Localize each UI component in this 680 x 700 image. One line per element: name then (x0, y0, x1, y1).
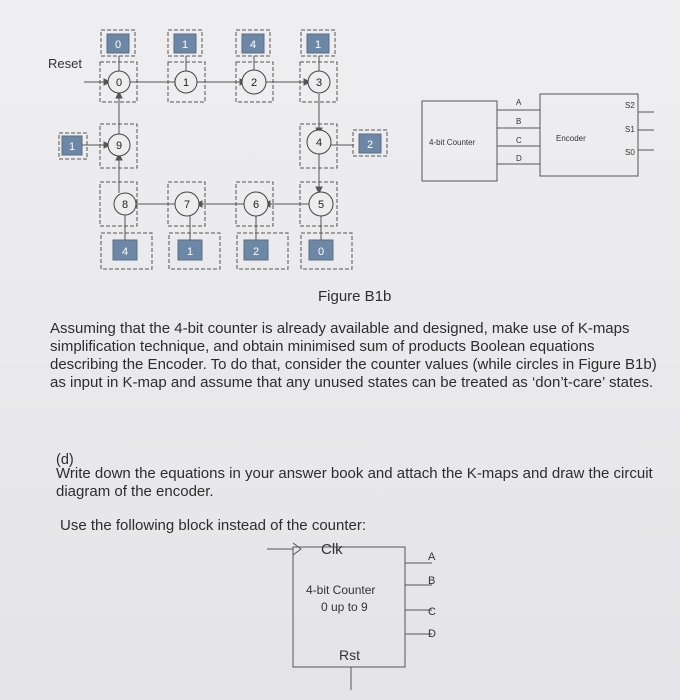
state-value: 9 (115, 140, 123, 152)
input-value: 0 (114, 39, 122, 51)
state-value: 6 (252, 199, 260, 211)
question-paragraph: Assuming that the 4-bit counter is already available and designed, make use of K-maps simplification technique, and obtain minimised sum of products Boolean equations describing the Encoder. To do that, consider the counter values (while circles in Figure B1b) as input in K-map and assume that any unused states can be treated as ‘don’t-care’ states. (50, 320, 657, 391)
input-value: 1 (186, 246, 194, 258)
input-value: 4 (249, 39, 257, 51)
question-text: Write down the equations in your answer book and attach the K-maps and draw the circuit diagram of the encoder. (56, 465, 653, 500)
state-value: 4 (315, 137, 323, 149)
state-value: 2 (250, 77, 258, 89)
encoder-output-s1: S1 (625, 125, 635, 134)
input-value: 4 (121, 246, 129, 258)
counter-title-line1: 4-bit Counter (306, 583, 376, 597)
state-value: 8 (121, 199, 129, 211)
input-value: 1 (68, 141, 76, 153)
state-value: 0 (115, 77, 123, 89)
block-output-d: D (428, 628, 436, 640)
state-value: 7 (183, 199, 191, 211)
block-output-a: A (428, 551, 436, 563)
counter-output-b: B (516, 117, 522, 126)
encoder-block (540, 94, 638, 176)
use-block-instruction: Use the following block instead of the counter: (60, 517, 367, 534)
block-output-b: B (428, 575, 436, 587)
block-output-c: C (428, 606, 436, 618)
input-value: 2 (366, 139, 374, 151)
counter-title-line2: 0 up to 9 (321, 600, 368, 614)
figure-caption: Figure B1b (318, 288, 392, 305)
rst-label: Rst (339, 647, 360, 663)
counter-block-label: 4-bit Counter (429, 138, 476, 147)
encoder-output-s0: S0 (625, 148, 635, 157)
input-value: 1 (314, 39, 322, 51)
encoder-output-s2: S2 (625, 101, 635, 110)
part-label: (d) (56, 452, 74, 468)
state-value: 1 (182, 77, 190, 89)
state-value: 3 (315, 77, 323, 89)
counter-output-a: A (516, 98, 522, 107)
counter-output-d: D (516, 154, 522, 163)
reset-label: Reset (48, 56, 82, 71)
input-value: 1 (181, 39, 189, 51)
input-value: 0 (317, 246, 325, 258)
encoder-block-label: Encoder (556, 134, 586, 143)
input-value: 2 (252, 246, 260, 258)
counter-output-c: C (516, 136, 522, 145)
clk-label: Clk (321, 541, 343, 558)
state-value: 5 (317, 199, 325, 211)
